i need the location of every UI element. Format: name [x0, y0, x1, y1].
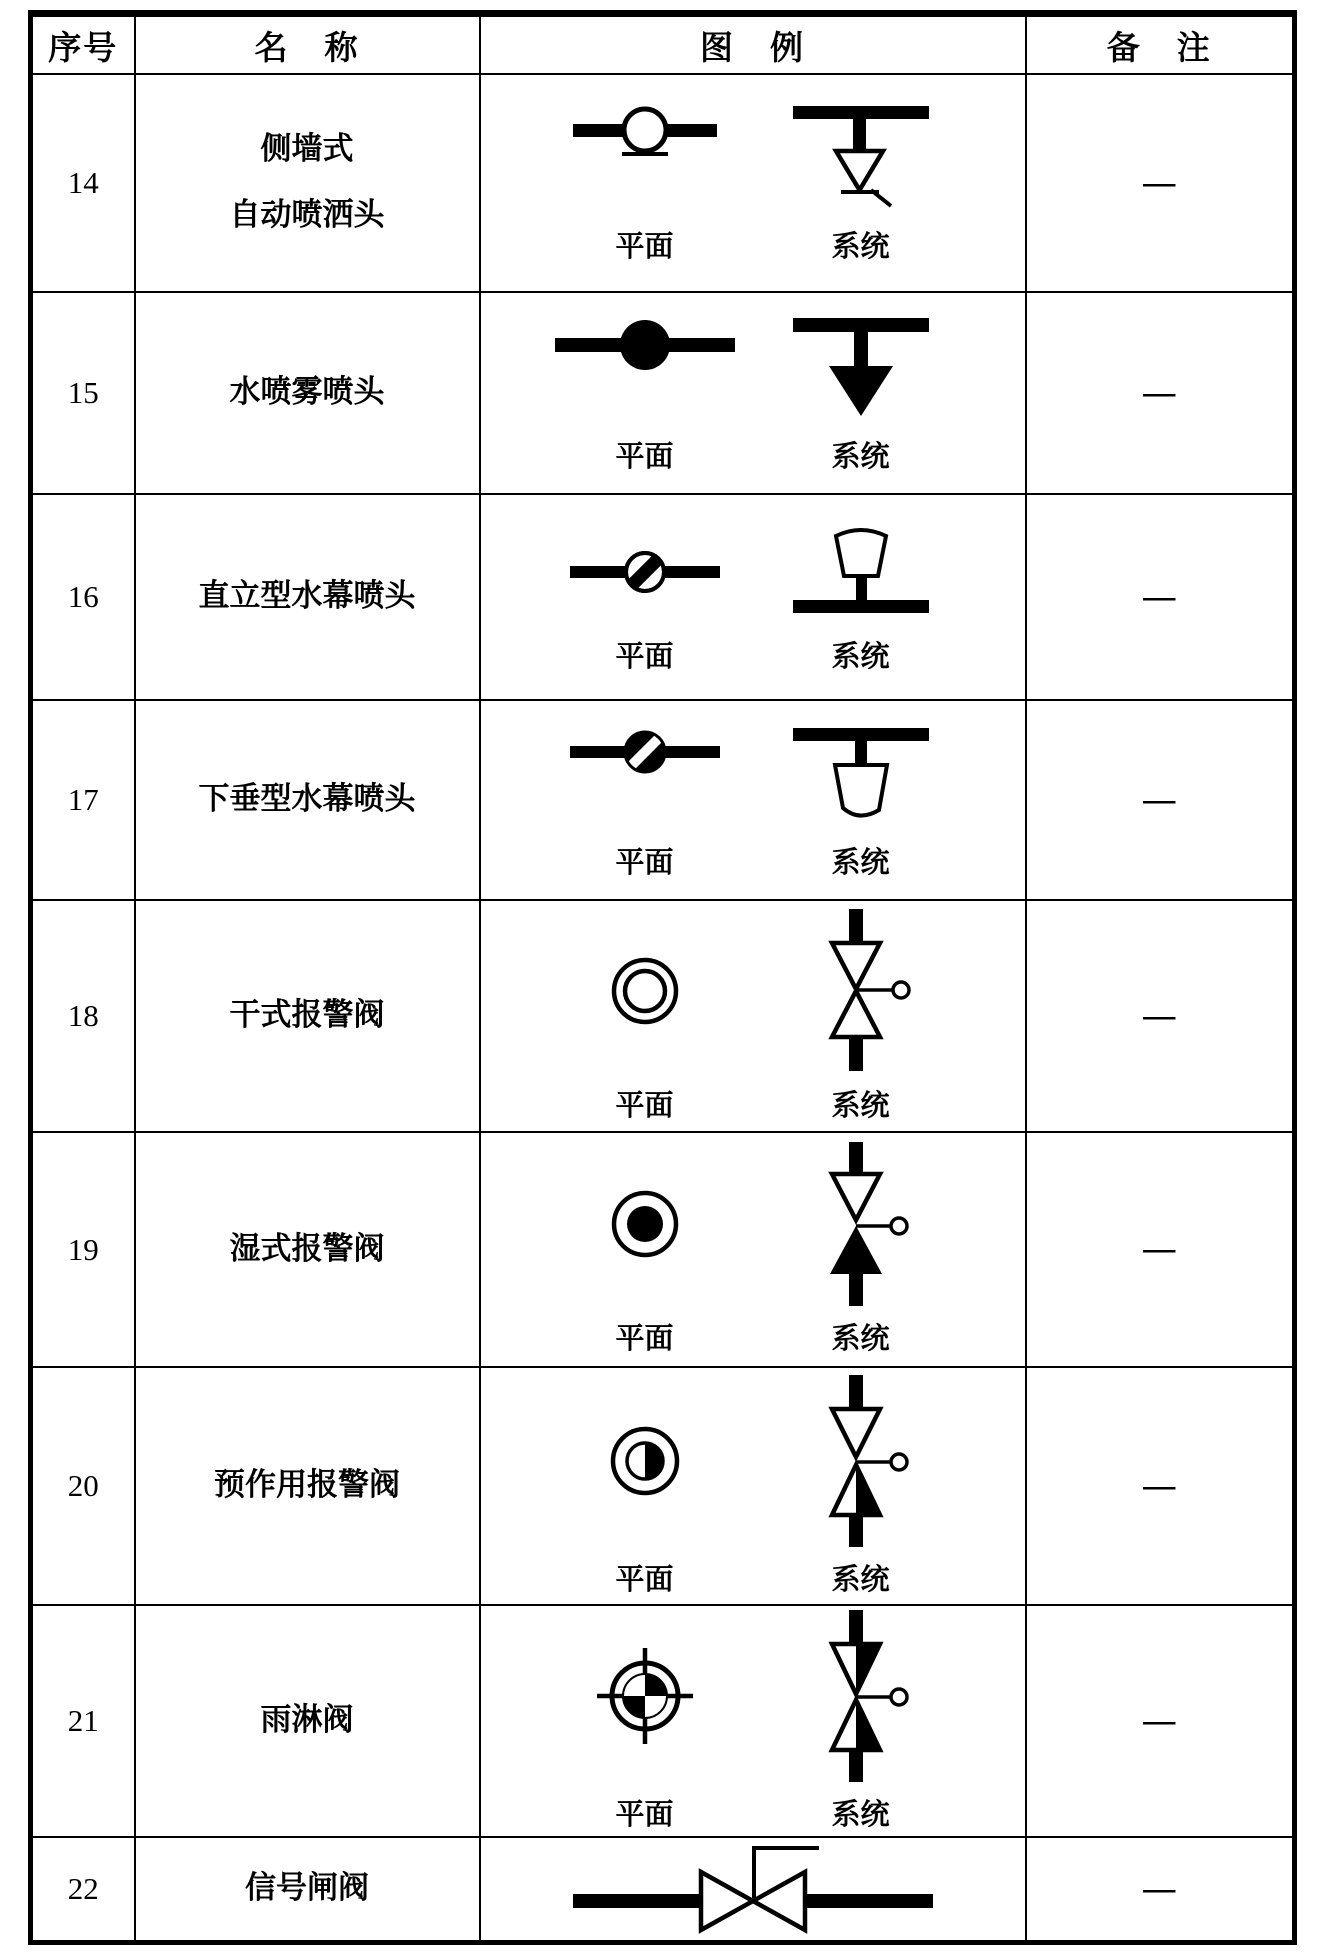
plan-label: 平面: [615, 844, 674, 879]
remark-cell: —: [1026, 1132, 1295, 1367]
plan-label: 平面: [615, 228, 674, 263]
legend-cell: [480, 292, 1026, 494]
deluge-valve-system-icon: [766, 1610, 956, 1782]
name-cell: 干式报警阀: [135, 900, 480, 1132]
name-line: 自动喷洒头: [229, 197, 385, 233]
header-cell-legend: 图 例: [480, 14, 1026, 75]
pendent-water-curtain-system-icon: [766, 720, 956, 830]
deluge-valve-plan-icon: [550, 1644, 740, 1748]
dry-alarm-valve-plan-icon: [550, 949, 740, 1033]
header-cell-name: 名 称: [135, 14, 480, 75]
sidewall-sprinkler-plan-icon: [550, 102, 740, 164]
pendent-water-curtain-plan-icon: [550, 720, 740, 784]
serial-cell: 19: [31, 1132, 135, 1367]
name-cell: [135, 74, 480, 292]
name-cell: 直立型水幕喷头: [135, 494, 480, 700]
serial-cell: 18: [31, 900, 135, 1132]
table-row-20: [31, 1367, 1295, 1605]
name-cell: 湿式报警阀: [135, 1132, 480, 1367]
sidewall-sprinkler-system-icon: [766, 102, 956, 214]
legend-cell: [480, 700, 1026, 900]
system-label: 系统: [831, 1087, 890, 1122]
name-cell: 雨淋阀: [135, 1605, 480, 1837]
preaction-alarm-valve-system-icon: [766, 1375, 956, 1547]
plan-label: 平面: [615, 1087, 674, 1122]
system-label: 系统: [831, 1796, 890, 1831]
legend-cell: [480, 900, 1026, 1132]
table-row-21: [31, 1605, 1295, 1837]
dry-alarm-valve-system-icon: [766, 909, 956, 1073]
remark-cell: —: [1026, 1367, 1295, 1605]
table-row-18: [31, 900, 1295, 1132]
serial-cell: 16: [31, 494, 135, 700]
serial-cell: 15: [31, 292, 135, 494]
plan-label: 平面: [615, 1561, 674, 1596]
serial-cell: 22: [31, 1837, 135, 1943]
signal-gate-valve-icon: [481, 1838, 1025, 1940]
fire-protection-symbol-table: [28, 10, 1297, 1945]
legend-cell: [480, 1837, 1026, 1943]
name-cell: 信号闸阀: [135, 1837, 480, 1943]
remark-cell: —: [1026, 74, 1295, 292]
table-row-16: [31, 494, 1295, 700]
preaction-alarm-valve-plan-icon: [550, 1417, 740, 1505]
table-row-14: [31, 74, 1295, 292]
serial-cell: 21: [31, 1605, 135, 1837]
legend-cell: [480, 74, 1026, 292]
remark-cell: —: [1026, 900, 1295, 1132]
name-cell: 预作用报警阀: [135, 1367, 480, 1605]
remark-cell: —: [1026, 494, 1295, 700]
serial-cell: 17: [31, 700, 135, 900]
water-spray-nozzle-plan-icon: [550, 312, 740, 378]
wet-alarm-valve-system-icon: [766, 1142, 956, 1306]
remark-cell: —: [1026, 1605, 1295, 1837]
system-label: 系统: [831, 638, 890, 673]
legend-cell: [480, 1367, 1026, 1605]
system-label: 系统: [831, 228, 890, 263]
system-label: 系统: [831, 844, 890, 879]
table-row-15: [31, 292, 1295, 494]
legend-cell: [480, 1132, 1026, 1367]
system-label: 系统: [831, 438, 890, 473]
header-cell-remark: 备 注: [1026, 14, 1295, 75]
plan-label: 平面: [615, 638, 674, 673]
table-row-19: [31, 1132, 1295, 1367]
plan-label: 平面: [615, 1796, 674, 1831]
legend-cell: [480, 1605, 1026, 1837]
plan-label: 平面: [615, 438, 674, 473]
legend-cell: [480, 494, 1026, 700]
remark-cell: —: [1026, 1837, 1295, 1943]
header-cell-serial: 序号: [31, 14, 135, 75]
plan-label: 平面: [615, 1321, 674, 1355]
serial-cell: 14: [31, 74, 135, 292]
system-label: 系统: [831, 1321, 890, 1355]
water-spray-nozzle-system-icon: [766, 312, 956, 424]
name-line: 侧墙式: [260, 131, 354, 168]
upright-water-curtain-plan-icon: [550, 540, 740, 604]
table-row-17: [31, 700, 1295, 900]
system-label: 系统: [831, 1561, 890, 1596]
name-cell: 水喷雾喷头: [135, 292, 480, 494]
header-row: [31, 14, 1295, 75]
remark-cell: —: [1026, 292, 1295, 494]
name-cell: 下垂型水幕喷头: [135, 700, 480, 900]
wet-alarm-valve-plan-icon: [550, 1182, 740, 1266]
serial-cell: 20: [31, 1367, 135, 1605]
upright-water-curtain-system-icon: [766, 520, 956, 624]
remark-cell: —: [1026, 700, 1295, 900]
table-row-22: [31, 1837, 1295, 1943]
